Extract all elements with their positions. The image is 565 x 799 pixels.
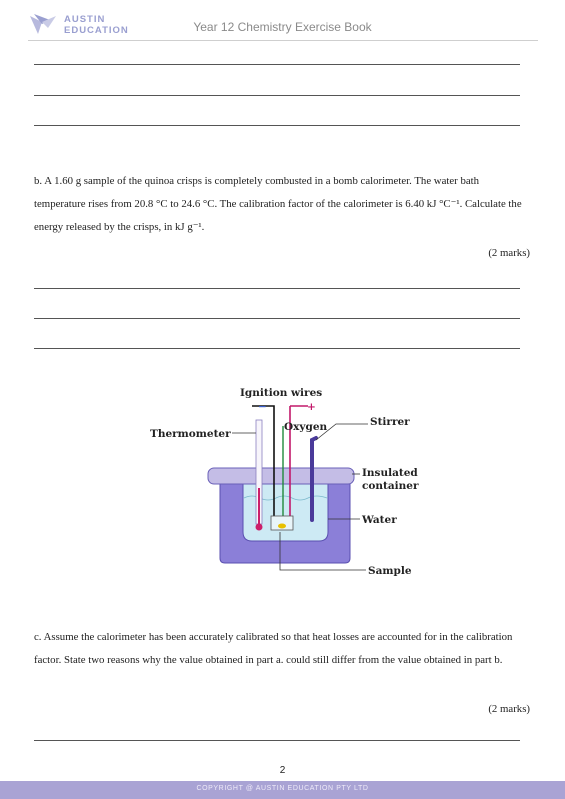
label-insulated: Insulated (362, 467, 418, 479)
answer-line[interactable] (34, 125, 520, 126)
label-minus: − (258, 401, 267, 413)
answer-line[interactable] (34, 348, 520, 349)
answer-line[interactable] (34, 288, 520, 289)
label-container: container (362, 480, 419, 492)
answer-line[interactable] (34, 740, 520, 741)
sample (278, 524, 286, 529)
logo-line-2: EDUCATION (64, 25, 129, 36)
question-c-text: c. Assume the calorimeter has been accurately calibrated so that heat losses are accounted for in the calibration factor. State two reasons why the value obtained in part a. could still differ from the value obtained in part b. (34, 631, 513, 666)
footer-copyright: COPYRIGHT @ AUSTIN EDUCATION PTY LTD (196, 785, 369, 792)
label-oxygen: Oxygen (284, 421, 328, 433)
answer-line[interactable] (34, 64, 520, 65)
question-b-text: b. A 1.60 g sample of the quinoa crisps is completely combusted in a bomb calorimeter. The water bath temperature rises from 20.8 °C to 24.6 °C. The calibration factor of the calorimeter is 6.40 kJ °C⁻¹. Calculate the energy released by the crisps, in kJ g⁻¹. (34, 175, 522, 233)
bomb-calorimeter-diagram (140, 380, 430, 580)
thermometer-mercury (258, 488, 260, 524)
thermometer-bulb (256, 524, 263, 531)
header-title: Year 12 Chemistry Exercise Book (193, 20, 372, 34)
answer-line[interactable] (34, 95, 520, 96)
label-thermometer: Thermometer (150, 428, 231, 440)
label-sample: Sample (368, 565, 412, 577)
label-stirrer: Stirrer (370, 416, 410, 428)
label-ignition-wires: Ignition wires (240, 387, 323, 399)
answer-line[interactable] (34, 318, 520, 319)
question-b-marks: (2 marks) (488, 247, 530, 259)
label-plus: + (307, 401, 316, 413)
page-header (0, 0, 565, 44)
logo-line-1: AUSTIN (64, 14, 106, 25)
question-c-marks: (2 marks) (488, 703, 530, 715)
header-divider (28, 40, 538, 41)
page-footer (0, 781, 565, 799)
insulated-lid (208, 468, 354, 484)
page-number: 2 (279, 765, 286, 776)
label-water: Water (362, 514, 397, 526)
